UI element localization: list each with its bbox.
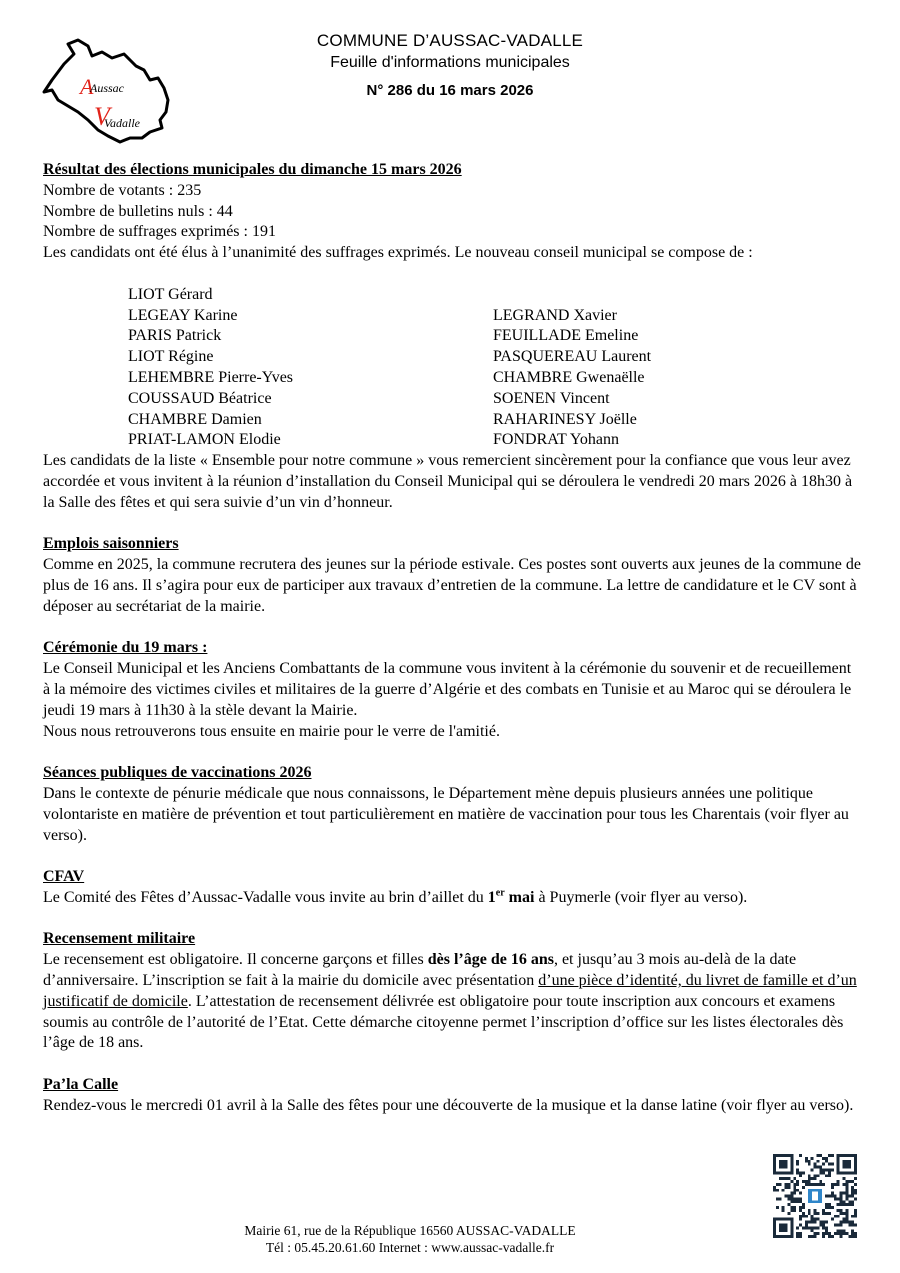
ceremonie-heading: Cérémonie du 19 mars : <box>43 639 208 657</box>
commune-title: COMMUNE D’AUSSAC-VADALLE <box>316 31 584 50</box>
votants-line: Nombre de votants : 235 <box>43 181 202 199</box>
elections-intro: Les candidats ont été élus à l’unanimité des suffrages exprimés. Le nouveau conseil municipal se compose de : <box>43 244 753 262</box>
vaccinations-heading: Séances publiques de vaccinations 2026 <box>43 764 312 782</box>
council-column-left <box>128 285 493 451</box>
recensement-text: Le recensement est obligatoire. Il concerne garçons et filles dès l’âge de 16 ans, et jusqu’au 3 mois au-delà de la date d’anniversaire. L’inscription se fait à la mairie du domicile avec présentation d’une pièce d’identité, du livret de famille et d’un justificatif de domicile. L’attestation de recensement délivrée est obligatoire pour toute inscription aux concours et examens soumis au contrôle de l’autorité de l’Etat. Cette démarche citoyenne permet l’inscription d’office sur les listes électorales dès l’âge de 18 ans. <box>43 951 857 1052</box>
vaccinations-text: Dans le contexte de pénurie médicale que nous connaissons, le Département mène depuis plusieurs années une politique volontariste en matière de prévention et tout particulièrement en matière de vaccination pour tous les Charentais (voir flyer au verso). <box>43 784 849 844</box>
qr-code[interactable] <box>773 1154 857 1238</box>
council-member: RAHARINESY Joëlle <box>493 410 637 428</box>
recensement-heading: Recensement militaire <box>43 930 196 948</box>
council-list <box>128 285 861 451</box>
council-member: PARIS Patrick <box>128 327 222 345</box>
council-member: LEGRAND Xavier <box>493 306 617 324</box>
footer <box>170 1222 650 1256</box>
council-member: FONDRAT Yohann <box>493 431 619 449</box>
cfav-text: Le Comité des Fêtes d’Aussac-Vadalle vous invite au brin d’aillet du 1er mai à Puymerle (voir flyer au verso). <box>43 887 748 906</box>
nuls-line: Nombre de bulletins nuls : 44 <box>43 202 233 220</box>
council-member: PRIAT-LAMON Elodie <box>128 431 281 449</box>
council-member: COUSSAUD Béatrice <box>128 389 272 407</box>
elections-heading: Résultat des élections municipales du dimanche 15 mars 2026 <box>43 161 462 178</box>
council-member: SOENEN Vincent <box>493 389 610 407</box>
section-emplois <box>43 534 861 617</box>
emplois-text: Comme en 2025, la commune recrutera des jeunes sur la période estivale. Ces postes sont ouverts aux jeunes de la commune de plus de 16 ans. Il s’agira pour eux de participer aux travaux d’entretien de la commune. La lettre de candidature et le CV sont à déposer au secrétariat de la mairie. <box>43 556 861 615</box>
exprimes-line: Nombre de suffrages exprimés : 191 <box>43 223 276 241</box>
council-member: PASQUEREAU Laurent <box>493 348 652 366</box>
bulletin-body <box>43 160 861 1117</box>
section-ceremonie <box>43 638 861 742</box>
section-recensement <box>43 929 861 1054</box>
section-cfav <box>43 867 861 909</box>
palacalle-heading: Pa’la Calle <box>43 1076 119 1094</box>
issue-number: N° 286 du 16 mars 2026 <box>366 82 534 99</box>
logo-line1: Aussac <box>90 81 124 95</box>
palacalle-text: Rendez-vous le mercredi 01 avril à la Salle des fêtes pour une découverte de la musique et la danse latine (voir flyer au verso). <box>43 1096 854 1114</box>
council-member: LEGEAY Karine <box>128 306 238 324</box>
svg-text:A: A <box>80 74 94 99</box>
logo-line2: Vadalle <box>104 116 140 130</box>
council-member: FEUILLADE Emeline <box>493 327 639 345</box>
council-member: LIOT Gérard <box>128 285 213 303</box>
footer-address: Mairie 61, rue de la République 16560 AUSSAC-VADALLE <box>244 1223 576 1238</box>
bulletin-subtitle: Feuille d'informations municipales <box>330 54 570 71</box>
svg-text:V: V <box>94 102 110 131</box>
council-member: CHAMBRE Damien <box>128 410 262 428</box>
section-palacalle <box>43 1075 861 1117</box>
ceremonie-text-2: Nous nous retrouverons tous ensuite en mairie pour le verre de l'amitié. <box>43 722 500 740</box>
masthead <box>200 30 700 101</box>
council-member: CHAMBRE Gwenaëlle <box>493 368 645 386</box>
council-member: LIOT Régine <box>128 348 214 366</box>
section-elections <box>43 160 861 514</box>
commune-map-outline <box>38 34 174 146</box>
commune-logo <box>38 34 174 146</box>
emplois-heading: Emplois saisonniers <box>43 535 179 553</box>
elections-thanks: Les candidats de la liste « Ensemble pour notre commune » vous remercient sincèrement pour la confiance que vous leur avez accordée et vous invitent à la réunion d’installation du Conseil Municipal qui se déroulera le vendredi 20 mars 2026 à 18h30 à la Salle des fêtes et qui sera suivie d’un vin d’honneur. <box>43 452 853 511</box>
footer-contact: Tél : 05.45.20.61.60 Internet : www.aussac-vadalle.fr <box>265 1240 555 1255</box>
council-column-right <box>493 285 651 451</box>
cfav-heading: CFAV <box>43 868 85 886</box>
qr-code-icon <box>773 1154 857 1238</box>
ceremonie-text: Le Conseil Municipal et les Anciens Combattants de la commune vous invitent à la cérémonie du souvenir et de recueillement à la mémoire des victimes civiles et militaires de la guerre d’Algérie et des combats en Tunisie et au Maroc qui se déroulera le jeudi 19 mars à 11h30 à la stèle devant la Mairie. <box>43 660 852 719</box>
council-member: LEHEMBRE Pierre-Yves <box>128 368 294 386</box>
section-vaccinations <box>43 763 861 846</box>
